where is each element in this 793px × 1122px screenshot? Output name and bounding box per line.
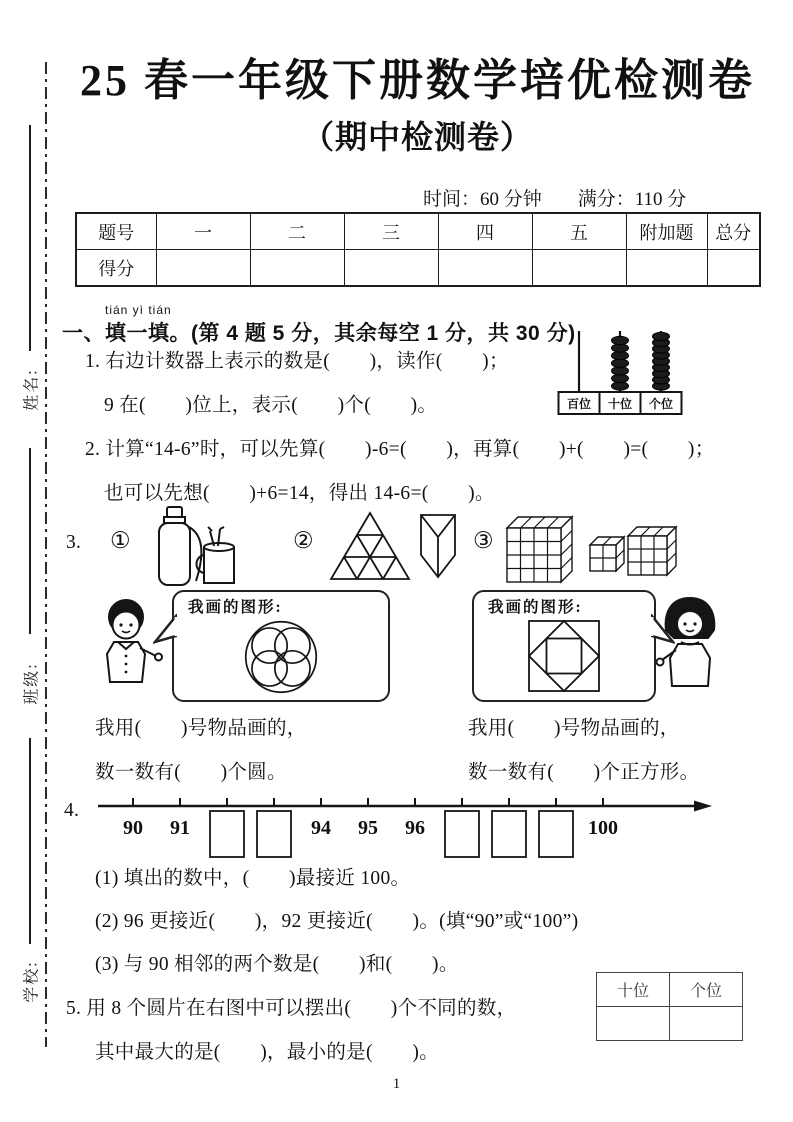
- exam-meta: [423, 184, 686, 211]
- abacus-place-label: 个位: [648, 397, 674, 411]
- question-3-right-line-1: 我用( )号物品画的，: [468, 718, 680, 739]
- cubes-illustration: [502, 503, 678, 593]
- score-col-4: 四: [438, 213, 532, 250]
- score-cell: [156, 250, 250, 287]
- circles-drawing: [238, 617, 324, 697]
- ones-cell: [670, 1007, 743, 1041]
- number-line-tick-label: 100: [588, 817, 618, 839]
- number-line-answer-box: [210, 811, 244, 857]
- section-one-heading: [62, 303, 576, 347]
- abacus-place-label: 十位: [607, 397, 633, 411]
- question-4-sub-3: (3) 与 90 相邻的两个数是( )和( )。: [95, 954, 459, 975]
- time-limit: 时间：60 分钟: [423, 189, 542, 210]
- score-row-label: 得分: [76, 250, 156, 287]
- cube-side-face: [667, 527, 676, 575]
- score-table-score-row: [76, 250, 760, 287]
- name-write-line: [29, 125, 31, 351]
- page-subtitle: （期中检测卷）: [301, 119, 533, 155]
- number-line-arrowhead: [694, 801, 712, 812]
- score-cell: [532, 250, 626, 287]
- question-2-line-2: 也可以先想( )+6=14，得出 14-6=( )。: [104, 483, 495, 504]
- girl-speech-bubble: [472, 590, 656, 702]
- tens-column-header: 十位: [597, 973, 670, 1007]
- pyramid-and-prism-illustration: [323, 503, 461, 593]
- item-2-marker: ②: [293, 528, 314, 553]
- score-col-extra: 附加题: [626, 213, 707, 250]
- tens-cell: [597, 1007, 670, 1041]
- number-line-answer-box: [492, 811, 526, 857]
- score-col-1: 一: [156, 213, 250, 250]
- question-3-left-line-2: 数一数有( )个圆。: [95, 762, 287, 783]
- item-1-marker: ①: [110, 528, 131, 553]
- full-score: 满分：110 分: [577, 189, 687, 210]
- girl-illustration: [650, 594, 732, 704]
- bubble-pointer-left: [153, 614, 177, 644]
- cube-front-face: [628, 536, 667, 575]
- score-col-3: 三: [344, 213, 438, 250]
- section-score-note: 。(第 4 题 5 分，其余每空 1 分，共 30 分): [169, 322, 576, 345]
- number-line-answer-box: [257, 811, 291, 857]
- boy-illustration: [84, 594, 170, 704]
- question-5-line-2: 其中最大的是( )，最小的是( )。: [95, 1042, 439, 1063]
- question-3-left-line-1: 我用( )号物品画的，: [95, 718, 307, 739]
- question-1-line-2: 9 在( )位上，表示( )个( )。: [104, 395, 438, 416]
- school-write-line: [29, 738, 31, 944]
- pinyin-annotation: tián yì tián: [105, 303, 172, 317]
- score-cell: [344, 250, 438, 287]
- question-4-sub-2: (2) 96 更接近( )，92 更接近( )。(填“90”或“100”): [95, 911, 579, 932]
- score-col-5: 五: [532, 213, 626, 250]
- name-field-label: 姓名:: [23, 368, 41, 411]
- score-cell: [250, 250, 344, 287]
- number-line-tick-label: 90: [123, 817, 143, 839]
- score-col-2: 二: [250, 213, 344, 250]
- place-value-table: [596, 972, 743, 1041]
- abacus-counter: [556, 328, 688, 420]
- score-cell: [438, 250, 532, 287]
- margin-cut-line: [45, 62, 47, 1047]
- number-line-tick-label: 95: [358, 817, 378, 839]
- girl-bubble-title: 我画的图形:: [488, 599, 583, 616]
- number-line: [88, 792, 728, 868]
- ones-column-header: 个位: [670, 973, 743, 1007]
- number-line-tick-label: 91: [170, 817, 190, 839]
- question-3-number: 3.: [66, 532, 82, 553]
- score-cell: [626, 250, 707, 287]
- question-4-sub-1: (1) 填出的数中，( )最接近 100。: [95, 868, 411, 889]
- number-line-tick-label: 94: [311, 817, 331, 839]
- section-word: 填一填: [105, 322, 170, 345]
- boy-speech-bubble: [172, 590, 390, 702]
- abacus-place-label: 百位: [566, 397, 592, 411]
- abacus-bead: [612, 336, 629, 344]
- class-write-line: [29, 448, 31, 634]
- score-col-total: 总分: [707, 213, 760, 250]
- thermos-and-mug-illustration: [142, 503, 246, 593]
- number-line-answer-box: [539, 811, 573, 857]
- number-line-answer-box: [445, 811, 479, 857]
- boy-bubble-title: 我画的图形:: [188, 599, 283, 616]
- score-table-header-row: [76, 213, 760, 250]
- squares-drawing: [525, 617, 603, 697]
- question-4-number: 4.: [64, 800, 80, 821]
- question-1-line-1: 1. 右边计数器上表示的数是( )，读作( )；: [85, 351, 509, 372]
- score-cell: [707, 250, 760, 287]
- school-field-label: 学校:: [23, 960, 41, 1003]
- item-3-marker: ③: [473, 528, 494, 553]
- question-3-right-line-2: 数一数有( )个正方形。: [468, 762, 700, 783]
- abacus-bead: [653, 332, 670, 340]
- question-2-line-1: 2. 计算“14-6”时，可以先算( )-6=( )，再算( )+( )=( )；: [85, 439, 715, 460]
- score-table: [75, 212, 761, 287]
- page-number: 1: [392, 1076, 401, 1092]
- class-field-label: 班级:: [23, 662, 41, 705]
- page-title: 25 春一年级下册数学培优检测卷: [80, 56, 755, 105]
- score-col-label: 题号: [76, 213, 156, 250]
- question-5-line-1: 5. 用 8 个圆片在右图中可以摆出( )个不同的数，: [66, 998, 517, 1019]
- number-line-tick-label: 96: [405, 817, 425, 839]
- section-number: 一、: [62, 322, 105, 345]
